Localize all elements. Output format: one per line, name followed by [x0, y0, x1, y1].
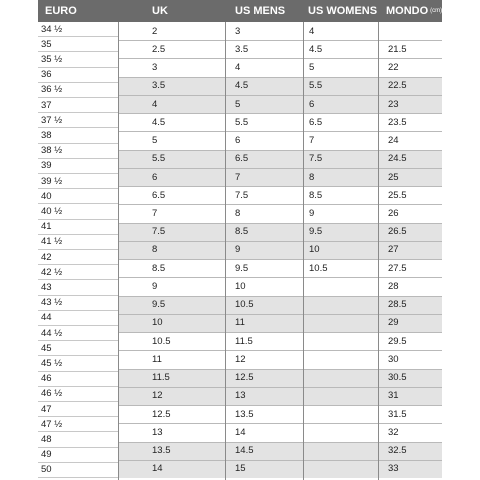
uk-size-cell: 6.5: [152, 189, 166, 201]
euro-size-cell: 49: [38, 448, 118, 463]
uk-size-cell: 3.5: [152, 80, 166, 92]
us-mens-size-cell: 5.5: [235, 116, 249, 128]
mondo-size-cell: 29.5: [388, 335, 407, 347]
uk-size-cell: 5: [152, 135, 158, 147]
euro-size-cell: 38 ½: [38, 144, 118, 159]
mondo-size-cell: 31: [388, 390, 399, 402]
us-mens-size-cell: 14: [235, 426, 246, 438]
uk-size-cell: 10: [152, 317, 163, 329]
us-womens-size-cell: 8: [309, 171, 315, 183]
us-mens-size-cell: 10: [235, 280, 246, 292]
euro-size-cell: 37 ½: [38, 113, 118, 128]
uk-size-cell: 9: [152, 280, 158, 292]
euro-size-cell: 46: [38, 372, 118, 387]
us-womens-size-cell: [303, 387, 378, 405]
us-womens-size-cell: [303, 423, 378, 441]
us-mens-size-cell: 9.5: [235, 262, 249, 274]
us-womens-size-cell: 6: [309, 98, 315, 110]
uk-size-cell: 4.5: [152, 116, 166, 128]
euro-size-cell: 36 ½: [38, 83, 118, 98]
mondo-size-cell: 25.5: [388, 189, 407, 201]
uk-size-cell: 7: [152, 208, 158, 219]
euro-size-cell: 40 ½: [38, 204, 118, 219]
euro-size-cell: 35: [38, 37, 118, 52]
mondo-size-cell: 24: [388, 135, 399, 147]
mondo-size-cell: 29: [388, 317, 399, 329]
euro-size-cell: 45 ½: [38, 356, 118, 371]
uk-size-cell: 13: [152, 426, 163, 438]
us-mens-size-cell: 7: [235, 171, 241, 183]
uk-size-cell: 12.5: [152, 408, 171, 420]
us-womens-size-cell: 9: [309, 208, 315, 219]
euro-size-cell: 34 ½: [38, 22, 118, 37]
us-mens-size-cell: 13.5: [235, 408, 254, 420]
us-mens-size-cell: 8: [235, 208, 241, 219]
us-mens-size-cell: 8.5: [235, 226, 249, 238]
euro-size-cell: 35 ½: [38, 52, 118, 67]
mondo-size-cell: [378, 22, 442, 40]
header-uk: [118, 0, 225, 22]
us-mens-size-cell: 10.5: [235, 299, 254, 311]
euro-size-cell: 36: [38, 68, 118, 83]
euro-size-cell: 48: [38, 432, 118, 447]
us-mens-size-cell: 3.5: [235, 43, 249, 55]
header-us-mens: [225, 0, 303, 22]
mondo-size-cell: 26: [388, 208, 399, 219]
euro-size-cell: 39: [38, 159, 118, 174]
mondo-size-cell: 23: [388, 98, 399, 110]
mondo-size-cell: 25: [388, 171, 399, 183]
uk-size-cell: 4: [152, 98, 158, 110]
us-womens-size-cell: [303, 442, 378, 460]
us-mens-size-cell: 4: [235, 62, 241, 74]
mondo-size-cell: 22.5: [388, 80, 407, 92]
mondo-size-cell: 32: [388, 426, 399, 438]
us-womens-size-cell: [303, 460, 378, 478]
mondo-size-cell: 30: [388, 353, 399, 365]
us-womens-size-cell: 10.5: [309, 262, 328, 274]
header-mondo-label: MONDO: [386, 5, 429, 17]
us-mens-size-cell: 11.5: [235, 335, 253, 347]
euro-size-cell: 50: [38, 463, 118, 478]
uk-size-cell: 13.5: [152, 445, 171, 457]
euro-size-cell: 42 ½: [38, 265, 118, 280]
size-chart: [38, 0, 442, 480]
us-mens-size-cell: 5: [235, 98, 241, 110]
us-mens-size-cell: 15: [235, 463, 246, 475]
uk-size-cell: 14: [152, 463, 163, 475]
header-mondo: [378, 0, 442, 22]
us-mens-size-cell: 7.5: [235, 189, 249, 201]
us-mens-size-cell: 6.5: [235, 153, 249, 165]
mondo-size-cell: 28: [388, 280, 399, 292]
mondo-size-cell: 23.5: [388, 116, 407, 128]
us-mens-size-cell: 4.5: [235, 80, 249, 92]
header-us-womens: [303, 0, 378, 22]
header-us-womens-label: US WOMENS: [308, 5, 378, 17]
header-euro: [38, 0, 118, 22]
header-euro-label: EURO: [45, 5, 77, 17]
us-womens-size-cell: [303, 277, 378, 295]
euro-size-cell: 37: [38, 98, 118, 113]
uk-size-cell: 2: [152, 25, 158, 37]
mondo-size-cell: 24.5: [388, 153, 407, 165]
us-womens-size-cell: 5: [309, 62, 315, 74]
us-womens-size-cell: [303, 350, 378, 368]
us-womens-size-cell: 5.5: [309, 80, 323, 92]
mondo-size-cell: 33: [388, 463, 399, 475]
euro-size-cell: 44 ½: [38, 326, 118, 341]
us-womens-size-cell: 7: [309, 135, 315, 147]
column-divider: [118, 22, 119, 480]
mondo-size-cell: 30.5: [388, 372, 407, 384]
mondo-size-cell: 28.5: [388, 299, 407, 311]
header-mondo-unit: (cm): [430, 8, 443, 14]
uk-size-cell: 10.5: [152, 335, 171, 347]
mondo-size-cell: 32.5: [388, 445, 407, 457]
euro-column: [38, 22, 118, 480]
us-womens-size-cell: [303, 296, 378, 314]
us-womens-size-cell: 10: [309, 244, 320, 256]
us-womens-size-cell: 4: [309, 25, 315, 37]
us-womens-size-cell: 9.5: [309, 226, 323, 238]
uk-size-cell: 8.5: [152, 262, 166, 274]
size-grid: [118, 22, 442, 480]
us-womens-size-cell: 6.5: [309, 116, 323, 128]
us-womens-size-cell: [303, 369, 378, 387]
us-womens-size-cell: [303, 314, 378, 332]
euro-size-cell: 47: [38, 402, 118, 417]
mondo-size-cell: 26.5: [388, 226, 407, 238]
header-us-mens-label: US MENS: [235, 5, 286, 17]
uk-size-cell: 6: [152, 171, 158, 183]
mondo-size-cell: 22: [388, 62, 399, 74]
euro-size-cell: 46 ½: [38, 387, 118, 402]
us-mens-size-cell: 12: [235, 353, 246, 365]
us-mens-size-cell: 12.5: [235, 372, 254, 384]
uk-size-cell: 9.5: [152, 299, 166, 311]
us-mens-size-cell: 6: [235, 135, 241, 147]
us-womens-size-cell: 4.5: [309, 43, 323, 55]
euro-size-cell: 44: [38, 311, 118, 326]
header-uk-label: UK: [152, 5, 168, 17]
uk-size-cell: 5.5: [152, 153, 166, 165]
uk-size-cell: 2.5: [152, 43, 166, 55]
mondo-size-cell: 21.5: [388, 43, 407, 55]
us-womens-size-cell: 8.5: [309, 189, 323, 201]
euro-size-cell: 47 ½: [38, 417, 118, 432]
us-mens-size-cell: 11: [235, 317, 245, 329]
uk-size-cell: 3: [152, 62, 158, 74]
mondo-size-cell: 31.5: [388, 408, 407, 420]
euro-size-cell: 41: [38, 220, 118, 235]
uk-size-cell: 11.5: [152, 372, 170, 384]
us-mens-size-cell: 14.5: [235, 445, 254, 457]
us-mens-size-cell: 13: [235, 390, 246, 402]
euro-size-cell: 45: [38, 341, 118, 356]
us-mens-size-cell: 9: [235, 244, 241, 256]
euro-size-cell: 43: [38, 280, 118, 295]
us-womens-size-cell: 7.5: [309, 153, 323, 165]
euro-size-cell: 43 ½: [38, 296, 118, 311]
uk-size-cell: 12: [152, 390, 163, 402]
euro-size-cell: 42: [38, 250, 118, 265]
uk-size-cell: 11: [152, 353, 162, 365]
euro-size-cell: 41 ½: [38, 235, 118, 250]
uk-size-cell: 8: [152, 244, 158, 256]
uk-size-cell: 7.5: [152, 226, 166, 238]
euro-size-cell: 40: [38, 189, 118, 204]
us-womens-size-cell: [303, 405, 378, 423]
mondo-size-cell: 27.5: [388, 262, 407, 274]
euro-size-cell: 38: [38, 128, 118, 143]
us-womens-size-cell: [303, 332, 378, 350]
euro-size-cell: 39 ½: [38, 174, 118, 189]
us-mens-size-cell: 3: [235, 25, 241, 37]
mondo-size-cell: 27: [388, 244, 399, 256]
